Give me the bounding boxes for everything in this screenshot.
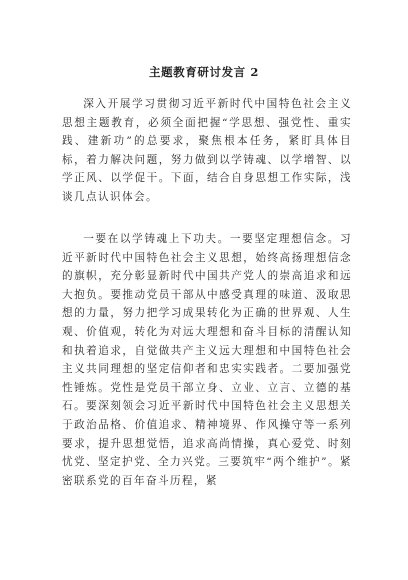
document-title: 主题教育研讨发言 2 — [148, 65, 259, 79]
paragraph-body: 一要在以学铸魂上下功夫。一要坚定理想信念。习近平新时代中国特色社会主义思想，始终高扬理想信念的旗帜，充分彰显新时代中国共产党人的崇高追求和远大抱负。要推动党员干部从中感受真理的味道、汲取思想的力量，努力把学习成果转化为正确的世界观、人生观、价值观，转化为对远大理想和奋斗目标的清醒认知和执着追求，自觉做共产主义远大理想和中国特色社会主义共同理想的坚定信仰者和忠实实践者。二要加强党性锤炼。党性是党员干部立身、立业、立言、立德的基石。要深刻领会习近平新时代中国特色社会主义思想关于政治品格、价值追求、精神境界、作风操守等一系列要求，提升思想觉悟，追求高尚情操，真心爱党、时刻忧党、坚定护党、全力兴党。三要筑牢“两个维护”。紧密联系党的百年奋斗历程，紧 — [62, 233, 352, 487]
paragraph-intro: 深入开展学习贯彻习近平新时代中国特色社会主义思想主题教育，必须全面把握“学思想、强党性、重实践、建新功”的总要求，聚焦根本任务，紧盯具体目标，着力解决问题，努力做到以学铸魂、以学增智、以学正风、以学促干。下面，结合自身思想工作实际，浅谈几点认识体会。 — [62, 98, 352, 203]
